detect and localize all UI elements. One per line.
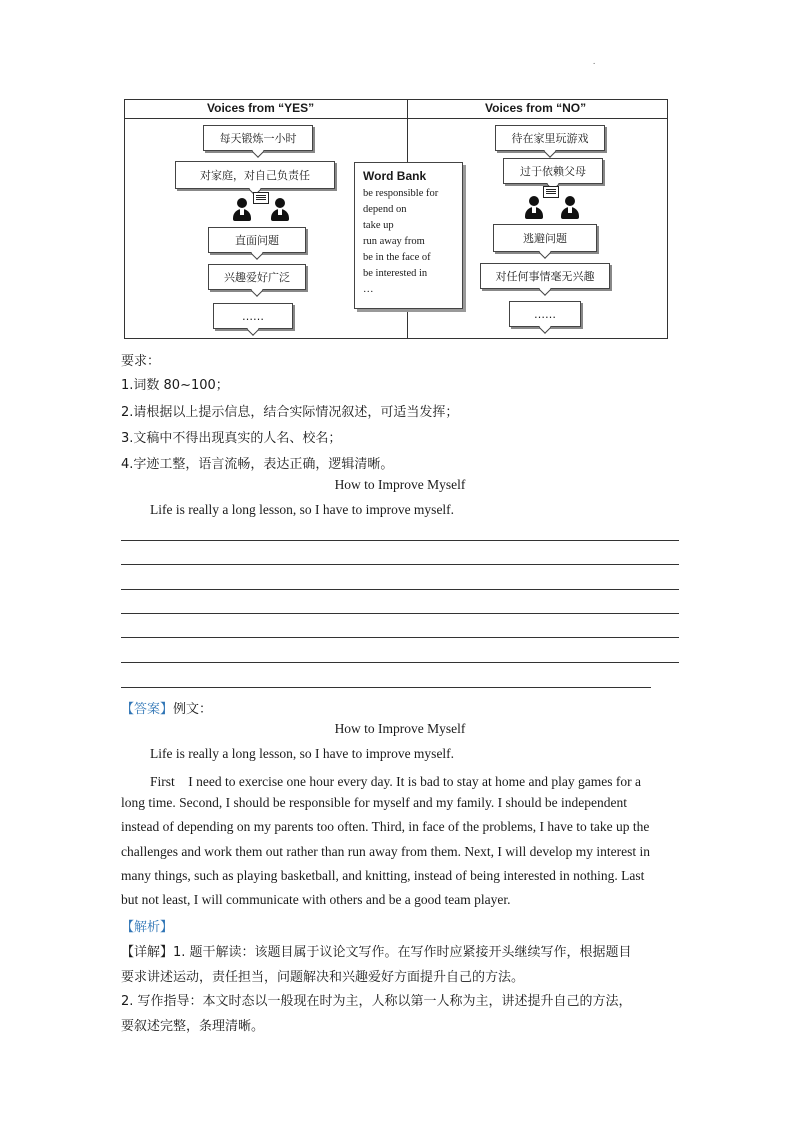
writing-line [121,613,679,614]
word-bank-item: be responsible for [363,188,439,199]
yes-bubble-interests: 兴趣爱好广泛 [208,264,306,290]
no-people-icon [521,190,581,220]
writing-line [121,687,651,688]
person-icon [233,198,251,222]
word-bank-item: … [363,284,374,295]
person-icon [525,196,543,220]
person-icon [271,198,289,222]
no-bubble-ellipsis: …… [509,301,581,327]
debate-diagram [124,99,668,339]
answer-line: long time. Second, I should be responsible for myself and my family. I should be independent [121,795,628,810]
yes-header: Voices from “YES” [207,101,315,115]
analysis-line: 2. 写作指导：本文时态以一般现在时为主，人称以第一人称为主，讲述提升自己的方法， [121,994,632,1009]
word-bank-title: Word Bank [363,169,427,183]
prompt-title: How to Improve Myself [334,477,466,492]
answer-line: instead of depending on my parents too often. Third, in face of the problems, I have to take up the [121,819,650,834]
no-bubble-avoid-problems: 逃避问题 [493,224,597,252]
answer-label: 例文： [173,702,213,717]
writing-line [121,540,679,541]
requirements-heading: 要求： [121,354,161,369]
word-bank-item: be interested in [363,268,428,279]
no-bubble-depend-parents: 过于依赖父母 [503,158,603,184]
yes-bubble-exercise: 每天锻炼一小时 [203,125,313,151]
answer-line: First I need to exercise one hour every day. It is bad to stay at home and play games for a [150,774,641,789]
no-bubble-games: 待在家里玩游戏 [495,125,605,151]
diagram-header-row [125,100,667,119]
answer-title: How to Improve Myself [334,721,466,736]
writing-line [121,589,679,590]
requirement-item: 3.文稿中不得出现真实的人名、校名； [121,431,342,446]
writing-line [121,662,679,663]
yes-bubble-ellipsis: …… [213,303,293,329]
analysis-line-1 [121,941,632,960]
word-bank-item: take up [363,220,394,231]
answer-heading [121,698,212,718]
page-dot: . [593,56,596,66]
detail-tag: 【详解】 [121,945,174,960]
writing-line [121,637,679,638]
requirement-item: 4.字迹工整，语言流畅，表达正确，逻辑清晰。 [121,457,394,472]
word-bank [354,162,463,309]
no-header: Voices from “NO” [485,101,587,115]
analysis-text: 1. 题干解读：该题目属于议论文写作。在写作时应紧接开头继续写作，根据题目 [173,945,632,960]
analysis-tag: 【解析】 [121,920,174,935]
answer-line: many things, such as playing basketball, and knitting, instead of being interested in nothing. Last [121,868,645,883]
analysis-line: 要叙述完整，条理清晰。 [121,1019,265,1034]
no-bubble-no-interest: 对任何事情毫无兴趣 [480,263,610,289]
answer-line: challenges and work them out rather than run away from them. Next, I will develop my interest in [121,844,650,859]
answer-tag: 【答案】 [121,702,174,717]
answer-opening: Life is really a long lesson, so I have to improve myself. [150,746,455,761]
speech-bubble-icon [543,186,559,198]
answer-line: but not least, I will communicate with others and be a good team player. [121,892,511,907]
yes-bubble-face-problems: 直面问题 [208,227,306,253]
word-bank-item: depend on [363,204,407,215]
requirement-item: 2.请根据以上提示信息，结合实际情况叙述，可适当发挥； [121,405,459,420]
prompt-opening: Life is really a long lesson, so I have to improve myself. [150,502,455,517]
writing-line [121,564,679,565]
yes-bubble-responsible: 对家庭，对自己负责任 [175,161,335,189]
requirement-item: 1.词数 80~100； [121,378,229,393]
word-bank-item: be in the face of [363,252,431,263]
speech-bubble-icon [253,192,269,204]
analysis-line: 要求讲述运动，责任担当，问题解决和兴趣爱好方面提升自己的方法。 [121,970,525,985]
person-icon [561,196,579,220]
yes-people-icon [233,194,293,222]
word-bank-item: run away from [363,236,425,247]
